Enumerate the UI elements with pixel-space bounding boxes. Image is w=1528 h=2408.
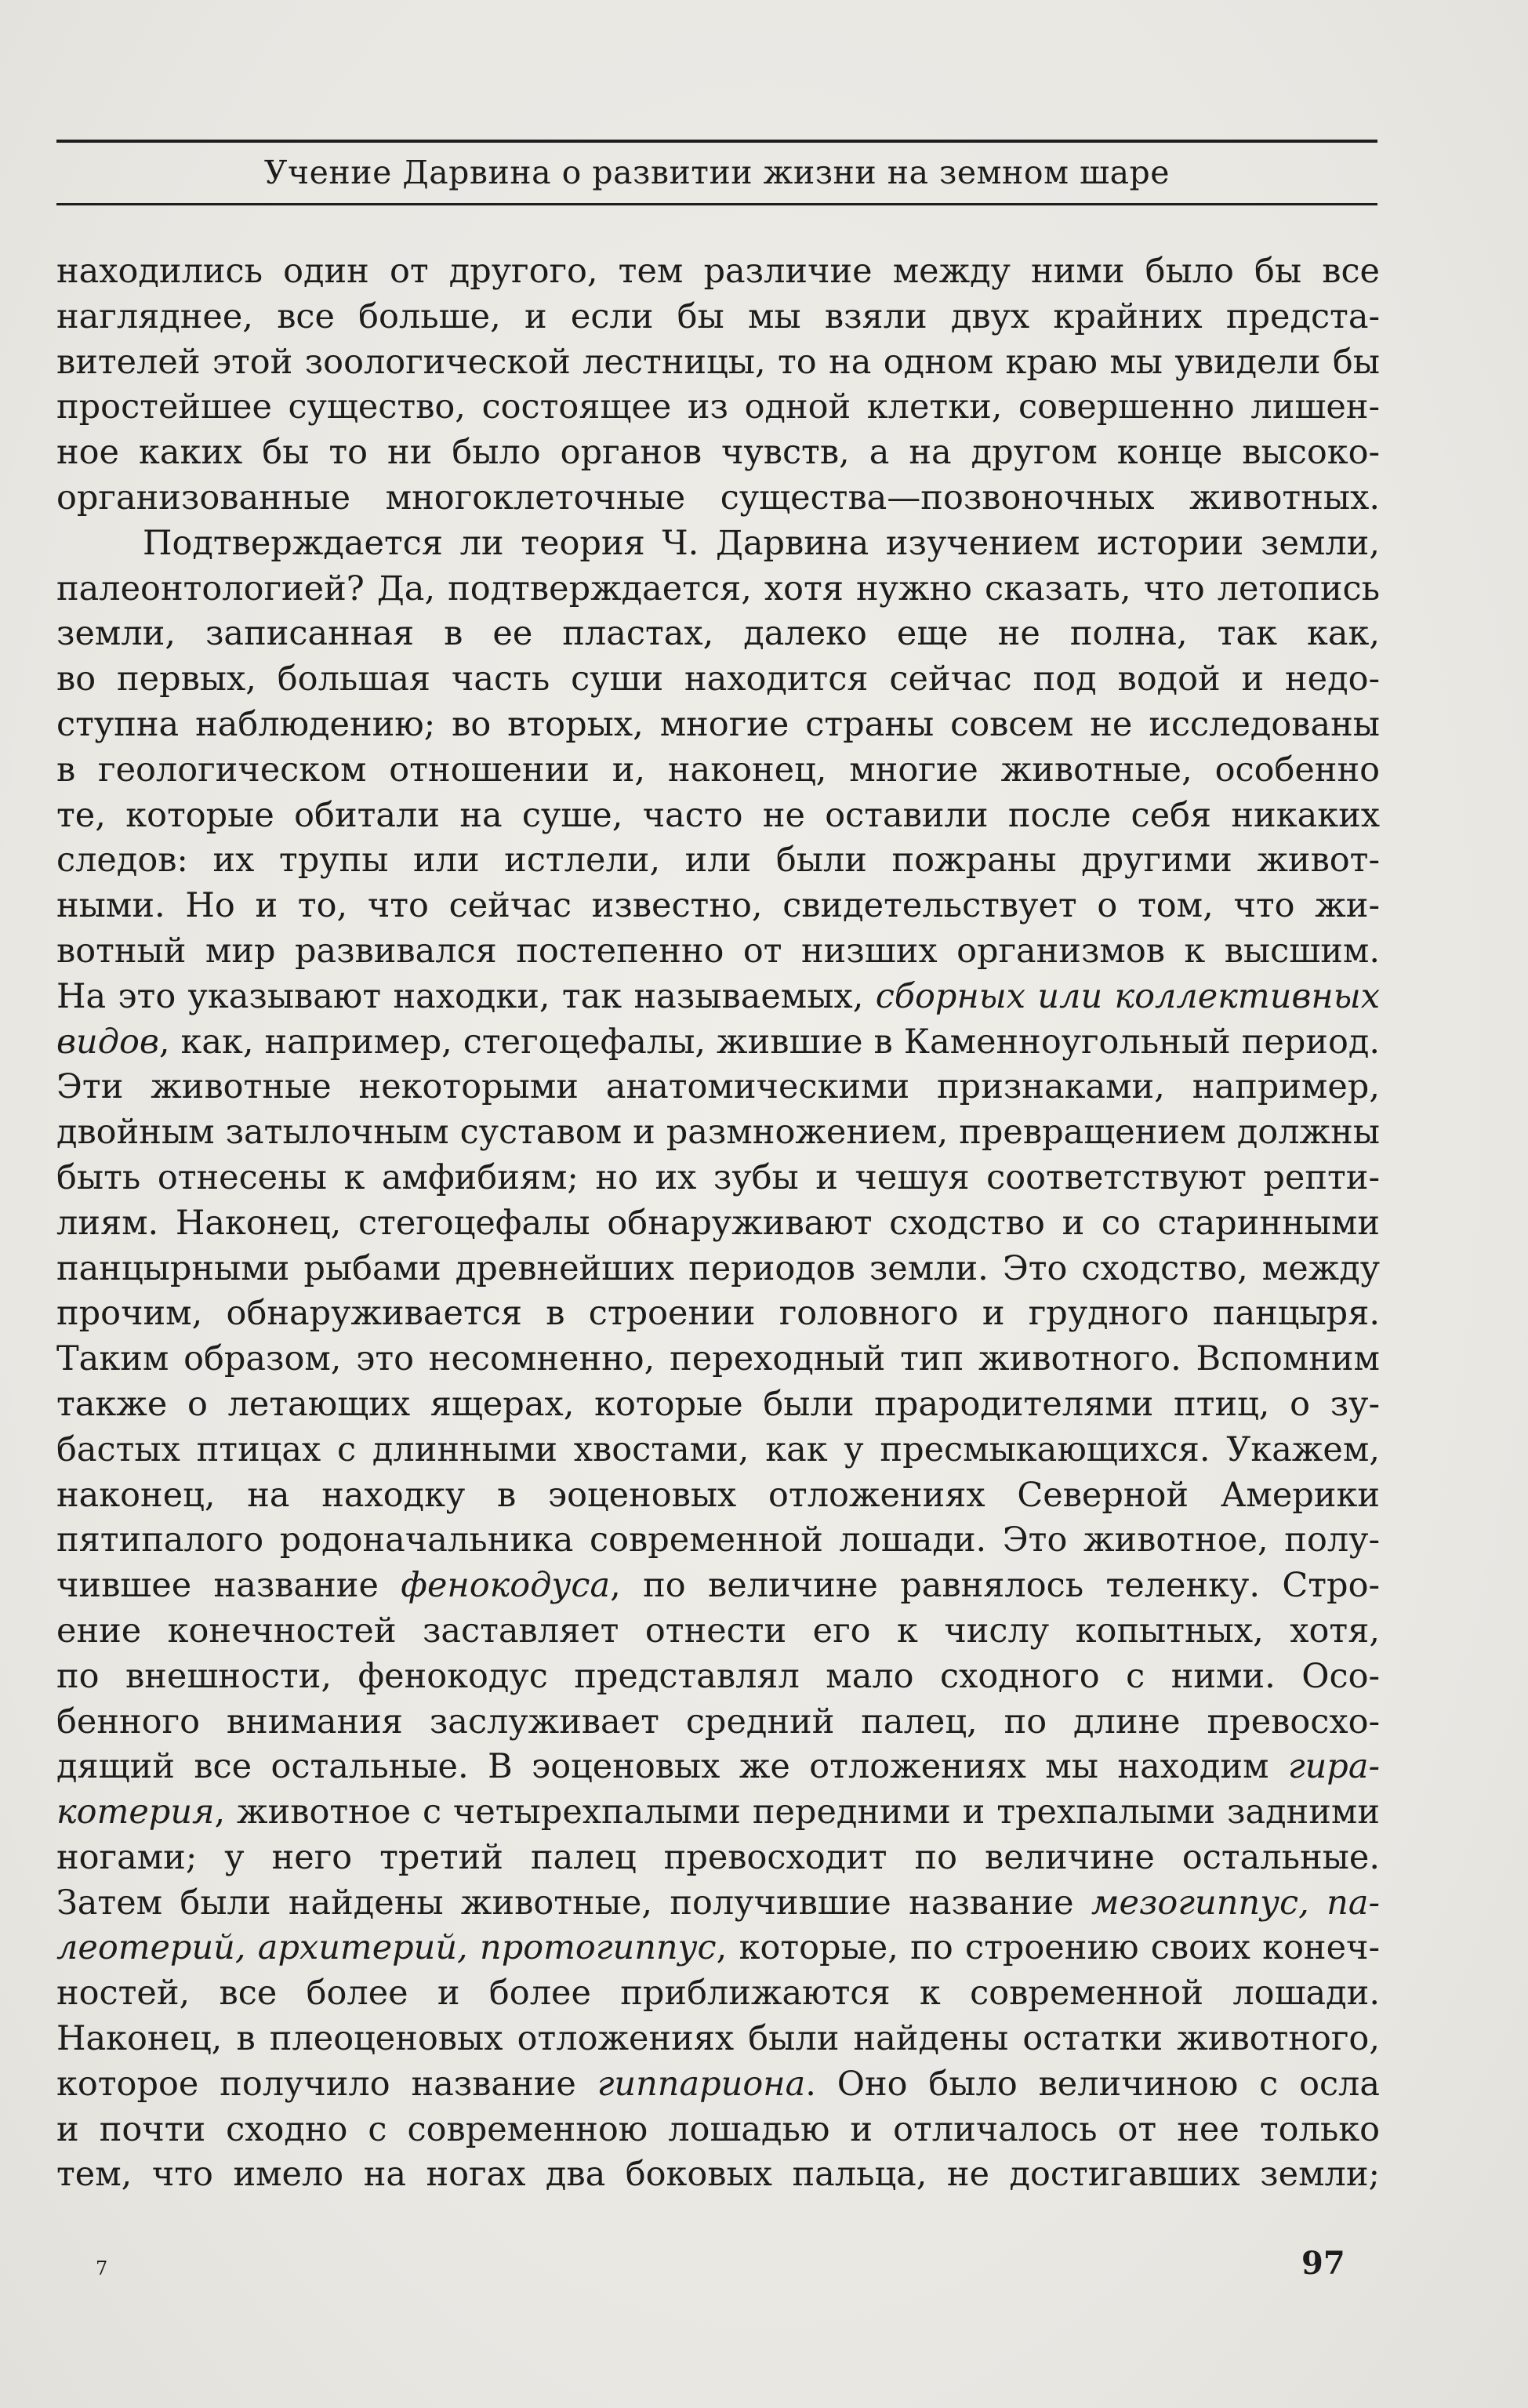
text-segment: панцырными рыбами древнейших периодов земли. Это сходство, между [56,1248,1380,1288]
text-segment: дящий все остальные. В эоценовых же отложениях мы находим [56,1747,1288,1787]
text-line [56,1201,1380,1247]
italic-term: леотерий, архитерий, протогиппус [56,1928,717,1968]
text-line [56,1836,1380,1881]
text-segment: Подтверждается ли теория Ч. Дарвина изучением истории земли, [143,523,1380,563]
italic-term: гира- [1287,1747,1380,1787]
italic-term: видов [56,1022,159,1062]
text-segment: , которые, по строению своих конеч- [716,1928,1380,1968]
text-line [56,521,1380,567]
text-segment: , как, например, стегоцефалы, жившие в Каменноугольный период. [158,1022,1380,1062]
text-segment: двойным затылочным суставом и размножением, превращением должны [56,1113,1380,1153]
italic-term: сборных или коллективных [875,976,1380,1016]
text-segment: по внешности, фенокодус представлял мало сходного с ними. Осо- [56,1656,1380,1696]
text-line [56,1291,1380,1337]
text-line [56,884,1380,929]
text-line [56,340,1380,386]
text-line [56,1337,1380,1382]
text-segment: и почти сходно с современною лошадью и отличалось от нее только [56,2109,1380,2149]
text-segment: наконец, на находку в эоценовых отложениях Северной Америки [56,1475,1380,1515]
text-segment: быть отнесены к амфибиям; но их зубы и чешуя соответствуют репти- [56,1157,1380,1197]
text-line [56,1428,1380,1473]
text-line [56,1156,1380,1201]
text-segment: в геологическом отношении и, наконец, многие животные, особенно [56,750,1380,790]
text-segment: Таким образом, это несомненно, переходный тип животного. Вспомним [56,1339,1380,1379]
text-line [56,657,1380,703]
text-line [56,476,1380,521]
text-line [56,612,1380,657]
text-segment: тем, что имело на ногах два боковых пальца, не достигавших земли; [56,2155,1380,2195]
text-line [56,748,1380,794]
text-line [56,1518,1380,1564]
text-line [56,567,1380,612]
text-segment: На это указывают находки, так называемых, [56,976,876,1016]
text-line [56,838,1380,884]
text-segment: ногами; у него третий палец превосходит по величине остальные. [56,1837,1380,1877]
text-segment: те, которые обитали на суше, часто не оставили после себя никаких [56,795,1380,835]
text-line [56,794,1380,839]
text-segment: , животное с четырехпалыми передними и трехпалыми задними [214,1792,1380,1832]
text-segment: нагляднее, все больше, и если бы мы взяли двух крайних предста- [56,296,1380,336]
text-line [56,1971,1380,2017]
text-segment: ение конечностей заставляет отнести его к числу копытных, хотя, [56,1611,1380,1651]
text-line [56,1745,1380,1790]
header-rule-bottom [56,203,1377,205]
text-line [56,1020,1380,1066]
text-line [56,295,1380,340]
italic-term: котерия [56,1792,215,1832]
text-line [56,1881,1380,1927]
italic-term: мезогиппус, па- [1091,1883,1380,1923]
text-line [56,2108,1380,2153]
text-line [56,1473,1380,1519]
text-line [56,430,1380,476]
text-segment: ностей, все более и более приближаются к современной лошади. [56,1974,1380,2014]
text-segment: бенного внимания заслуживает средний палец, по длине превосхо- [56,1702,1380,1742]
text-line [56,385,1380,430]
text-segment: чившее название [56,1566,401,1606]
text-line [56,1247,1380,1292]
text-line [56,1654,1380,1700]
text-segment: Затем были найдены животные, получившие название [56,1883,1091,1923]
text-segment: , по величине равнялось теленку. Стро- [610,1566,1380,1606]
text-segment: находились один от другого, тем различие между ними было бы все [56,252,1380,291]
running-head: Учение Дарвина о развитии жизни на земном шаре [263,154,1170,191]
text-segment: также о летающих ящерах, которые были прародителями птиц, о зу- [56,1384,1380,1424]
text-segment: простейшее существо, состоящее из одной клетки, совершенно лишен- [56,387,1380,427]
text-segment: Эти животные некоторыми анатомическими признаками, например, [56,1067,1380,1107]
text-line [56,1564,1380,1609]
text-segment: Наконец, в плеоценовых отложениях были найдены остатки животного, [56,2019,1380,2059]
text-line [56,1926,1380,1971]
body-text [56,249,1380,2198]
text-segment: земли, записанная в ее пластах, далеко еще не полна, так как, [56,614,1380,654]
text-line [56,1065,1380,1110]
text-segment: следов: их трупы или истлели, или были пожраны другими живот- [56,841,1380,881]
text-segment: ступна наблюдению; во вторых, многие страны совсем не исследованы [56,704,1380,744]
text-line [56,703,1380,748]
text-segment: бастых птицах с длинными хвостами, как у пресмыкающихся. Укажем, [56,1429,1380,1469]
text-segment: ными. Но и то, что сейчас известно, свидетельствует о том, что жи- [56,886,1380,926]
text-segment: вотный мир развивался постепенно от низших организмов к высшим. [56,931,1380,971]
text-segment: вителей этой зоологической лестницы, то на одном краю мы увидели бы [56,342,1380,382]
text-line [56,2152,1380,2198]
text-line [56,929,1380,975]
text-line [56,1609,1380,1654]
text-segment: во первых, большая часть суши находится сейчас под водой и недо- [56,659,1380,699]
text-line [56,1382,1380,1428]
text-line [56,975,1380,1020]
text-line [56,249,1380,295]
signature-mark: 7 [96,2257,108,2279]
italic-term: фенокодуса [401,1566,611,1606]
text-segment: ное каких бы то ни было органов чувств, а на другом конце высоко- [56,433,1380,473]
text-segment: . Оно было величиною с осла [805,2064,1380,2104]
text-line [56,2017,1380,2062]
text-segment: организованные многоклеточные существа—позвоночных животных. [56,478,1380,518]
text-segment: лиям. Наконец, стегоцефалы обнаруживают сходство и со старинными [56,1203,1380,1243]
text-segment: палеонтологией? Да, подтверждается, хотя нужно сказать, что летопись [56,568,1380,608]
text-line [56,1790,1380,1836]
text-segment: пятипалого родоначальника современной лошади. Это животное, полу- [56,1520,1380,1560]
text-segment: прочим, обнаруживается в строении головного и грудного панцыря. [56,1294,1380,1334]
text-line [56,2062,1380,2108]
italic-term: гиппариона [597,2064,806,2104]
text-line [56,1700,1380,1745]
text-segment: которое получило название [56,2064,597,2104]
text-line [56,1110,1380,1156]
page-number: 97 [1301,2245,1345,2282]
